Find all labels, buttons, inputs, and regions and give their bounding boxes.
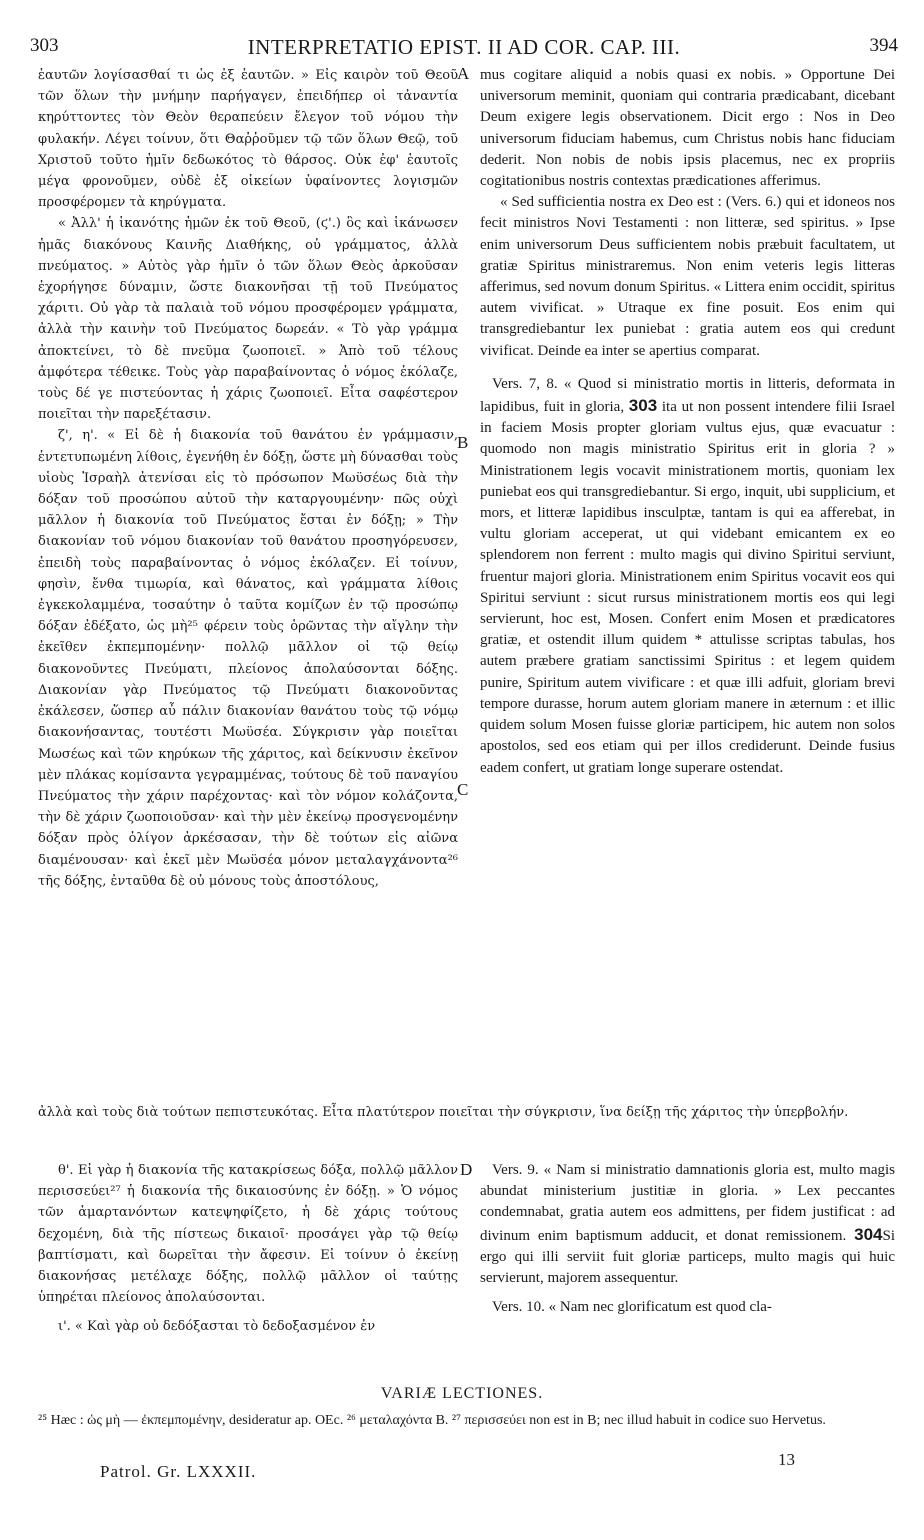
latin-text: Vers. 9. « Nam si ministratio damnationis gloria est, multo magis abundat ministerium justitiæ in gloria. » Lex peccantes condemnabat, gratia autem eos admittens, per fidem justificat : ad divinum enim baptismum adducit, et donat remissionem. xyxy=(480,1162,895,1244)
greek-paragraph: ἀλλὰ καὶ τοὺς διὰ τούτων πεπιστευκότας. Εἶτα πλατύτερον ποιεῖται τὴν σύγκρισιν, ἵνα δείξῃ τῆς χάριτος τὴν ὑπερβολήν. xyxy=(38,1105,849,1120)
page-reference-303: 303 xyxy=(628,396,658,416)
latin-text: ita ut non possent intendere filii Israel in faciem Mosis propter gloriam vultus ejus, quæ evacuatur : quomodo non magis ministratio Spiritus erit in gloria ? » Ministrationem legis vocavit ministrationem mortis, quoniam lex puniebat eos qui transgrediebantur. Si ergo, inquit, ubi supplicium, et mors, et litteræ lapidibus insculptæ, tantam is qui ea afferebat, in vultu gloriam acceperat, ut qui videbant emicantem ex eo splendorem non ferrent : multo magis qui divino Spiritui serviunt, fruentur majori gloria. Ministrationem enim Spiritus vocavit eos qui Spiritui serviunt : sicut rursus ministrationem mortis eos qui legi servierunt, hoc est, Mosen. Confert enim Mosen et prædicatores gratiæ, et ostendit illum quidem * attulisse scriptas tabulas, hos autem præbere gratiam sanctissimi Spiritus : et legem quidem punire, Spiritum autem vivificare : et quæ illi adfuit, gloriam brevi tempore durasse, horum autem gloriam manere in æternum : et illic quidem solum Mosen fuisse gloriæ participem, hic autem non solos apostolos, sed eos etiam qui per illos crediderunt. Deinde fusius eadem confert, ut gratiam longe superare ostendat. xyxy=(480,399,896,776)
margin-letter-a: A xyxy=(457,64,470,83)
variae-lectiones-heading: VARIÆ LECTIONES. xyxy=(380,1385,544,1402)
greek-column xyxy=(38,65,458,892)
latin-column-bottom xyxy=(480,1160,895,1318)
latin-column xyxy=(480,65,895,779)
page-number-left: 303 xyxy=(30,35,59,56)
latin-paragraph: mus cogitare aliquid a nobis quasi ex nobis. » Opportune Dei universorum meminit, quoniam qui contraria prædicabant, dicebant Deum exigere legis observationem. Dicit ergo : Nos in Deo universorum fiduciam habemus, cum Christus nobis hanc fiduciam dederit. Non nobis de nobis ipsis placemus, nec ex propriis cogitationibus nostris contextas prædicationes afferimus. xyxy=(480,67,895,190)
margin-letter-d: D xyxy=(460,1160,473,1179)
page-number-right: 394 xyxy=(869,35,898,56)
page-reference-304: 304 xyxy=(854,1224,883,1244)
latin-paragraph-vers-9 xyxy=(480,1160,895,1289)
greek-paragraph: ἑαυτῶν λογίσασθαί τι ὡς ἐξ ἑαυτῶν. » Εἰς καιρὸν τοῦ Θεοῦ τῶν ὅλων τὴν μνήμην παρήγαγεν, ἐπειδήπερ οἱ τἀναντία κηρύττοντες τὸν Θεὸν θεραπεύειν ἔλεγον τοῦ νόμου τὴν φυλακήν. Λέγει τοίνυν, ὅτι Θαῤῥοῦμεν τῷ τῶν ὅλων Θεῷ, τοῦ Χριστοῦ τοῦτο ἡμῖν δεδωκότος τὸ θάρσος. Οὐκ ἐφ' ἑαυτοῖς μέγα φρονοῦμεν, οὐδὲ ἐξ οἰκείων ὑφαίνοντες λογισμῶν προσφέρομεν τὰ κηρύγματα. xyxy=(38,68,458,211)
latin-paragraph-vers-7-8 xyxy=(480,374,895,779)
footer-sheet-number: 13 xyxy=(778,1450,795,1469)
margin-letter-b: B xyxy=(457,433,469,452)
greek-paragraph: ι'. « Καὶ γὰρ οὐ δεδόξασται τὸ δεδοξασμένον ἐν xyxy=(58,1319,376,1335)
running-title: INTERPRETATIO EPIST. II AD COR. CAP. III. xyxy=(247,35,681,59)
margin-letter-c: C xyxy=(457,780,469,799)
greek-paragraph: ζ', η'. « Εἰ δὲ ἡ διακονία τοῦ θανάτου ἐν γράμμασιν, ἐντετυπωμένη λίθοις, ἐγενήθη ἐν δόξῃ, ὥστε μὴ δύνασθαι τοὺς υἱοὺς Ἰσραὴλ ἀτενίσαι εἰς τὸ πρόσωπον Μωϋσέως διὰ τὴν δόξαν τοῦ προσώπου αὐτοῦ τὴν καταργουμένην· πῶς οὐχὶ μᾶλλον ἡ διακονία τοῦ Πνεύματος ἔσται ἐν δόξῃ; » Τὴν διακονίαν τοῦ νόμου διακονίαν τοῦ θανάτου προσηγόρευσεν, ἐπειδὴ τοὺς παραβαίνοντας ὁ νόμος ἐκόλαζεν. Εἰ τοίνυν, φησὶν, ἔνθα τιμωρία, καὶ θάνατος, καὶ γράμματα λίθοις ἐγκεκολαμμένα, τοσαύτην ὁ ταῦτα κομίζων ἐν τῷ προσώπῳ δόξαν ἐδέξατο, ὡς μὴ²⁵ φέρειν τοὺς ὁρῶντας τὴν αἴγλην τὴν ἐκεῖθεν ἐκπεμπομένην· πολλῷ μᾶλλον οἱ τῷ θείῳ διακονοῦντες Πνεύματι, πλείονος ἀπολαύσονται δόξης. Διακονίαν γὰρ Πνεύματος τῷ Πνεύματι διακονοῦντας ἐκάλεσεν, ὥσπερ αὖ πάλιν διακονίαν θανάτου τοὺς τῷ νόμῳ διακονήσαντας, τουτέστι Μωϋσέα. Σύγκρισιν γὰρ ποιεῖται Μωσέως καὶ τῶν κηρύκων τῆς χάριτος, καὶ δείκνυσιν ἐκεῖνον μὲν πλάκας κομίσαντα γεγραμμένας, τούτους δὲ τοῦ παναγίου Πνεύματος τὴν χάριν παρέχοντας· καὶ τὸν νόμον κολάζοντα, τὴν δὲ χάριν ζωοποιοῦσαν· καὶ τὴν μὲν ἐκείνῳ προσγενομένην δόξαν πρὸς ὀλίγον ἀρκέσασαν, τὴν δὲ τούτων εἰς αἰῶνα διαμένουσαν· καὶ ἐκεῖ μὲν Μωϋσέα μόνον μεταλαγχάνοντα²⁶ τῆς δόξης, ἐνταῦθα δὲ οὐ μόνους τοὺς ἀποστόλους, xyxy=(38,428,458,889)
greek-paragraph: « Ἀλλ' ἡ ἱκανότης ἡμῶν ἐκ τοῦ Θεοῦ, (ϛ'.) ὃς καὶ ἱκάνωσεν ἡμᾶς διακόνους Καινῆς Διαθήκης, οὐ γράμματος, ἀλλὰ πνεύματος. » Αὐτὸς γὰρ ἡμῖν ὁ τῶν ὅλων Θεὸς ἀρκοῦσαν ἐχορήγησε δύναμιν, ὥστε διακονῆσαι τῇ τοῦ Πνεύματος χάριτι. Οὐ γὰρ τὰ παλαιὰ τοῦ νόμου προσφέρομεν γράμματα, ἀλλὰ τὴν καινὴν τοῦ Πνεύματος δωρεάν. « Τὸ γὰρ γράμμα ἀποκτείνει, τὸ δὲ πνεῦμα ζωοποιεῖ. » Ἀπὸ τοῦ τέλους ἀμφότερα τέθεικε. Τοὺς γὰρ παραβαίνοντας ὁ νόμος ἐκόλαζε, τοὺς δέ γε πιστεύοντας ἡ χάρις ζωοποιεῖ. Εἶτα σαφέστερον ποιεῖται τὴν παρεξέτασιν. xyxy=(38,216,458,423)
page-header xyxy=(30,33,898,63)
paragraph-gap xyxy=(38,1308,458,1316)
footer-signature: Patrol. Gr. LXXXII. xyxy=(100,1462,257,1481)
paragraph-gap xyxy=(480,1289,895,1297)
footnotes: ²⁵ Hæc : ὡς μὴ — ἐκπεμπομένην, desideratur ap. OEc. ²⁶ μεταλαχόντα B. ²⁷ περισσεύει non est in B; nec illud habuit in codice suo Hervetus. xyxy=(38,1413,826,1428)
paragraph-gap xyxy=(480,362,895,374)
latin-text: Si ergo qui illi serviit fuit gloriæ particeps, multo magis qui huic servierunt, majorem assequentur. xyxy=(480,1227,895,1287)
greek-wide-paragraph xyxy=(38,1102,898,1123)
greek-paragraph: θ'. Εἰ γὰρ ἡ διακονία τῆς κατακρίσεως δόξα, πολλῷ μᾶλλον περισσεύει²⁷ ἡ διακονία τῆς δικαιοσύνης ἐν δόξῃ. » Ὁ νόμος τῶν ἁμαρτανόντων κατεψηφίζετο, ἡ δὲ χάρις τούτους δεχομένη, διὰ τῆς πίστεως δικαιοῖ· προσάγει γὰρ τῷ θείῳ βαπτίσματι, καὶ δωρεῖται τὴν ἄφεσιν. Εἰ τοίνυν ὁ ἐκείνῃ διακονήσας μετέλαχε δόξης, πολλῷ μᾶλλον οἱ ταύτῃς ὑπηρέται πλείονος ἀπολαύσονται. xyxy=(38,1163,458,1306)
latin-text: Vers. 7, 8. « Quod si ministratio mortis in litteris, deformata in lapidibus, fuit in gloria, xyxy=(480,375,895,416)
latin-paragraph: « Sed sufficientia nostra ex Deo est : (Vers. 6.) qui et idoneos nos fecit ministros Novi Testamenti : non litteræ, sed spiritus. » Ipse enim universorum Deus sufficientem nobis præbuit facultatem, ut gratiæ Spiritus ministraremus. Non enim veteris legis litteras afferimus, sed novum donum Spiritus. « Littera enim occidit, spiritus autem vivificat. » Utraque ex fine posuit. Eos enim qui transgrediebantur lex puniebat : gratia autem eos qui credunt vivificat. Deinde ea inter se apertius comparat. xyxy=(480,194,895,359)
latin-paragraph-vers-10: Vers. 10. « Nam nec glorificatum est quod cla- xyxy=(492,1299,772,1316)
greek-column-bottom xyxy=(38,1160,458,1338)
